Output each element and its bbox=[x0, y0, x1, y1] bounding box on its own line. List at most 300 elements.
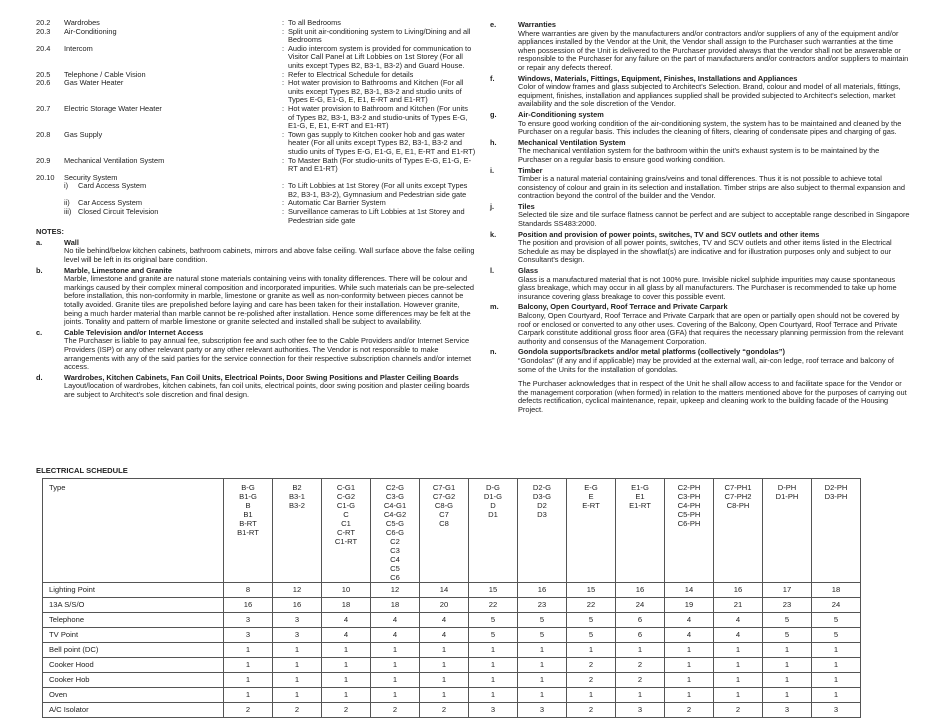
note-text: The mechanical ventilation system for the bathroom within the unit's exhaust system is to be maintained by the Purchaser on a regular basis to ensure good working condition. bbox=[518, 146, 880, 164]
row-label: Oven bbox=[43, 688, 224, 703]
table-row bbox=[43, 703, 861, 718]
note-title: Mechanical Ventilation System bbox=[518, 137, 626, 147]
table-cell: 10 bbox=[322, 583, 371, 598]
unit-type-code: B3-2 bbox=[288, 501, 306, 510]
unit-type-code: C3 bbox=[390, 546, 400, 555]
table-cell: 24 bbox=[812, 598, 861, 613]
table-cell: 2 bbox=[616, 658, 665, 673]
row-label: 13A S/S/O bbox=[43, 598, 224, 613]
unit-type-header bbox=[763, 479, 812, 583]
table-cell: 1 bbox=[763, 658, 812, 673]
unit-type-code: D-PH bbox=[777, 483, 797, 492]
unit-type-code: C8 bbox=[439, 519, 449, 528]
unit-type-code: C5-PH bbox=[677, 510, 701, 519]
schedule-name: Electric Storage Water Heater bbox=[64, 103, 162, 113]
schedule-number: 20.5 bbox=[36, 69, 51, 79]
table-cell: 2 bbox=[567, 658, 616, 673]
note-body bbox=[518, 203, 910, 229]
table-cell: 2 bbox=[567, 703, 616, 718]
note-letter: k. bbox=[490, 229, 497, 239]
row-label: A/C Isolator bbox=[43, 703, 224, 718]
table-cell: 5 bbox=[469, 613, 518, 628]
unit-type-code: D2 bbox=[537, 501, 547, 510]
security-item bbox=[36, 182, 476, 199]
table-cell: 4 bbox=[322, 628, 371, 643]
table-cell: 2 bbox=[224, 703, 273, 718]
separator: : bbox=[282, 69, 285, 79]
unit-type-code: B1 bbox=[243, 510, 253, 519]
security-item-index: ii) bbox=[64, 198, 70, 208]
schedule-description: To all Bedrooms bbox=[288, 18, 341, 27]
note-text: No tile behind/below kitchen cabinets, bathroom cabinets, mirrors and above false ceiling. Wall surface above the false ceiling level will be left in its original bare condition. bbox=[64, 246, 475, 265]
unit-type-code: E-G bbox=[584, 483, 598, 492]
table-row bbox=[43, 583, 861, 598]
unit-type-code: D1-G bbox=[483, 492, 503, 501]
table-cell: 2 bbox=[371, 703, 420, 718]
unit-type-code: E1 bbox=[635, 492, 645, 501]
unit-type-code: C3-G bbox=[385, 492, 405, 501]
table-cell: 17 bbox=[763, 583, 812, 598]
table-row bbox=[43, 628, 861, 643]
note-body bbox=[518, 267, 910, 301]
note-item bbox=[36, 267, 476, 327]
row-label: Lighting Point bbox=[43, 583, 224, 598]
table-cell: 4 bbox=[420, 628, 469, 643]
table-cell: 3 bbox=[224, 628, 273, 643]
note-title: Gondola supports/brackets and/or metal platforms (collectively “gondolas”) bbox=[518, 347, 785, 357]
table-cell: 3 bbox=[469, 703, 518, 718]
note-letter: g. bbox=[490, 109, 497, 119]
table-cell: 16 bbox=[714, 583, 763, 598]
note-item bbox=[490, 21, 910, 73]
note-text: Timber is a natural material containing grains/veins and tonal differences. Thus it is not possible to achieve total consistency of colour and grain in its selection and installation. Timber strips are also subject to thermal expansion and contraction beyond the control of the builder and the Vendor. bbox=[518, 174, 905, 201]
separator: : bbox=[282, 43, 285, 53]
schedule-row bbox=[36, 79, 476, 105]
table-cell: 1 bbox=[812, 643, 861, 658]
schedule-name: Intercom bbox=[64, 43, 93, 53]
table-cell: 16 bbox=[224, 598, 273, 613]
note-letter: l. bbox=[490, 266, 495, 276]
table-cell: 1 bbox=[420, 688, 469, 703]
unit-type-code: E bbox=[588, 492, 594, 501]
table-cell: 23 bbox=[518, 598, 567, 613]
spacer bbox=[36, 208, 64, 225]
unit-type-code: C2 bbox=[390, 537, 400, 546]
unit-type-code: D3 bbox=[537, 510, 547, 519]
table-cell: 1 bbox=[812, 688, 861, 703]
unit-type-code: C7-PH2 bbox=[724, 492, 752, 501]
table-cell: 1 bbox=[224, 643, 273, 658]
separator: : bbox=[282, 207, 285, 217]
unit-type-code: C5 bbox=[390, 564, 400, 573]
table-cell: 1 bbox=[518, 658, 567, 673]
closing-paragraph: The Purchaser acknowledges that in respect of the Unit he shall allow access to and facilitate space for the Vendor or the management corporation (when formed) in relation to the matters mentioned above for the purposes of carrying out defects rectification, cyclical maintenance, repair, upkeep and cleaning work to the building facade of the Housing Project. bbox=[518, 379, 907, 414]
note-title: Cable Television and/or Internet Access bbox=[64, 327, 204, 337]
table-cell: 1 bbox=[518, 688, 567, 703]
table-cell: 2 bbox=[567, 673, 616, 688]
table-cell: 16 bbox=[273, 598, 322, 613]
unit-type-code: C1-RT bbox=[334, 537, 358, 546]
table-cell: 5 bbox=[518, 628, 567, 643]
table-cell: 1 bbox=[812, 658, 861, 673]
electrical-schedule-table bbox=[42, 478, 861, 718]
unit-type-code: C7-PH1 bbox=[724, 483, 752, 492]
schedule-number: 20.6 bbox=[36, 78, 51, 88]
note-letter: d. bbox=[36, 372, 43, 382]
table-cell: 4 bbox=[665, 613, 714, 628]
table-cell: 1 bbox=[469, 658, 518, 673]
schedule-description: Refer to Electrical Schedule for details bbox=[288, 69, 414, 79]
schedule-description: Town gas supply to Kitchen cooker hob and gas water heater (For all units except Types B2, B3-1, B3-2 and studio units of Types E-G, E1-G, E, E1, E-RT and E1-RT) bbox=[288, 129, 476, 156]
table-cell: 20 bbox=[420, 598, 469, 613]
note-item bbox=[490, 348, 910, 374]
left-column bbox=[36, 19, 476, 400]
unit-type-code: D2-PH bbox=[824, 483, 848, 492]
table-cell: 1 bbox=[763, 643, 812, 658]
unit-type-header bbox=[616, 479, 665, 583]
schedule-name: Telephone / Cable Vision bbox=[64, 69, 146, 79]
section-name: Security System bbox=[64, 172, 118, 182]
separator: : bbox=[282, 198, 285, 208]
schedule-number: 20.3 bbox=[36, 26, 51, 36]
schedule-name: Gas Supply bbox=[64, 129, 103, 139]
security-item-description: To Lift Lobbies at 1st Storey (For all units except Types B2, B3-1, B3-2), Gymnasium and Pedestrian side gate bbox=[288, 181, 468, 199]
table-cell: 1 bbox=[322, 673, 371, 688]
note-body bbox=[64, 239, 476, 265]
note-text: Glass is a manufactured material that is not 100% pure. Invisible nickel sulphide impurities may cause spontaneous glass breakage, which may occur in all glass by all manufacturers. The Purchaser is recommended to take up home insurance covering glass breakage to cover this possible event. bbox=[518, 274, 897, 301]
schedule-row bbox=[36, 105, 476, 131]
table-cell: 14 bbox=[420, 583, 469, 598]
table-cell: 1 bbox=[273, 673, 322, 688]
unit-type-code: C4-G1 bbox=[383, 501, 407, 510]
table-cell: 21 bbox=[714, 598, 763, 613]
unit-type-header bbox=[420, 479, 469, 583]
security-item-index: iii) bbox=[64, 207, 72, 217]
note-letter: n. bbox=[490, 347, 497, 357]
note-item bbox=[36, 329, 476, 372]
note-item bbox=[36, 374, 476, 400]
table-cell: 1 bbox=[616, 688, 665, 703]
table-cell: 1 bbox=[763, 673, 812, 688]
schedule-description: Hot water provision to Bathroom and Kitchen (For units of Types B2, B3-1, B3-2 and studio-units of Types E-G, E1-G, E, E1, E-RT and E1-RT) bbox=[288, 103, 468, 131]
note-body bbox=[518, 231, 910, 265]
note-title: Marble, Limestone and Granite bbox=[64, 265, 173, 275]
note-title: Wall bbox=[64, 237, 79, 247]
row-label: TV Point bbox=[43, 628, 224, 643]
note-title: Position and provision of power points, switches, TV and SCV outlets and other items bbox=[518, 229, 820, 239]
note-text: Color of window frames and glass subjected to Architect's Selection. Brand, colour and model of all materials, fittings, equipment, finishes, installation and appliances supplied shall be provided subjected to Architect's selection, market availability and the sole discretion of the Vendor. bbox=[518, 82, 901, 109]
table-cell: 1 bbox=[665, 688, 714, 703]
table-cell: 2 bbox=[665, 703, 714, 718]
table-cell: 1 bbox=[665, 658, 714, 673]
table-cell: 1 bbox=[224, 658, 273, 673]
note-letter: i. bbox=[490, 165, 495, 175]
unit-type-code: C-RT bbox=[337, 528, 355, 537]
unit-type-code: C1-G bbox=[336, 501, 356, 510]
schedule-name: Wardrobes bbox=[64, 18, 100, 27]
row-label: Cooker Hob bbox=[43, 673, 224, 688]
table-cell: 5 bbox=[567, 628, 616, 643]
table-cell: 5 bbox=[763, 628, 812, 643]
note-letter: a. bbox=[36, 237, 43, 247]
table-cell: 22 bbox=[567, 598, 616, 613]
note-body bbox=[518, 139, 910, 165]
unit-type-code: D2-G bbox=[532, 483, 552, 492]
section-number: 20.10 bbox=[36, 172, 55, 182]
schedule-name: Gas Water Heater bbox=[64, 78, 124, 88]
note-title: Windows, Materials, Fittings, Equipment, Finishes, Installations and Appliances bbox=[518, 73, 798, 83]
unit-type-code: B2 bbox=[292, 483, 302, 492]
note-letter: h. bbox=[490, 137, 497, 147]
separator: : bbox=[282, 78, 285, 88]
table-cell: 1 bbox=[518, 643, 567, 658]
unit-type-code: C6-PH bbox=[677, 519, 701, 528]
note-item bbox=[490, 139, 910, 165]
note-text: The Purchaser is liable to pay annual fee, subscription fee and such other fee to the Cable Providers and/or Internet Service Providers (ISP) or any other relevant party or any other relevant authorities. The Vendor is not responsible to make arrangements with any of the said parties for the service connection for their respective subscription channels and/or internet access. bbox=[64, 336, 472, 372]
spacer bbox=[36, 199, 64, 208]
security-item-description: Surveillance cameras to Lift Lobbies at 1st Storey and Pedestrian side gate bbox=[288, 207, 465, 225]
note-letter: j. bbox=[490, 201, 495, 211]
table-cell: 4 bbox=[714, 613, 763, 628]
note-body bbox=[518, 75, 910, 109]
note-title: Tiles bbox=[518, 201, 535, 211]
note-item bbox=[490, 75, 910, 109]
table-row bbox=[43, 673, 861, 688]
table-cell: 1 bbox=[273, 658, 322, 673]
table-cell: 1 bbox=[469, 643, 518, 658]
table-cell: 1 bbox=[420, 658, 469, 673]
table-cell: 3 bbox=[273, 628, 322, 643]
table-cell: 1 bbox=[714, 658, 763, 673]
row-label: Cooker Hood bbox=[43, 658, 224, 673]
schedule-row bbox=[36, 157, 476, 174]
note-title: Air-Conditioning system bbox=[518, 109, 604, 119]
table-cell: 3 bbox=[518, 703, 567, 718]
unit-type-code: C7-G1 bbox=[432, 483, 456, 492]
table-cell: 1 bbox=[224, 688, 273, 703]
note-body bbox=[518, 21, 910, 73]
table-cell: 16 bbox=[616, 583, 665, 598]
notes-left bbox=[36, 239, 476, 400]
note-text: Balcony, Open Courtyard, Roof Terrace and Private Carpark that are open or partially open should not be covered by roof or enclosed or converted to any other uses. Covering of the Balcony, Open Courtyard, Roof Terrace and Private Carpark constitute additional gross floor area (GFA) that requires the necessary planning permission from the relevant authority and consensus of the Management Corporation. bbox=[518, 311, 904, 346]
unit-type-code: B-RT bbox=[239, 519, 257, 528]
unit-type-code: B-G bbox=[241, 483, 255, 492]
table-cell: 1 bbox=[714, 643, 763, 658]
table-row bbox=[43, 688, 861, 703]
unit-type-code: C5-G bbox=[385, 519, 405, 528]
table-cell: 1 bbox=[469, 688, 518, 703]
table-cell: 1 bbox=[616, 643, 665, 658]
table-cell: 3 bbox=[763, 703, 812, 718]
right-column bbox=[490, 19, 910, 415]
table-cell: 5 bbox=[812, 628, 861, 643]
table-cell: 18 bbox=[371, 598, 420, 613]
table-cell: 1 bbox=[420, 673, 469, 688]
table-cell: 5 bbox=[469, 628, 518, 643]
unit-type-code: C4-PH bbox=[677, 501, 701, 510]
note-item bbox=[490, 303, 910, 346]
security-item-name: Car Access System bbox=[78, 198, 143, 208]
table-cell: 2 bbox=[420, 703, 469, 718]
table-cell: 3 bbox=[812, 703, 861, 718]
table-cell: 1 bbox=[763, 688, 812, 703]
unit-type-code: C4-G2 bbox=[383, 510, 407, 519]
schedule-description: To Master Bath (For studio-units of Types E-G, E1-G, E-RT and E1-RT) bbox=[288, 155, 472, 174]
unit-type-code: D3-G bbox=[532, 492, 552, 501]
table-cell: 1 bbox=[420, 643, 469, 658]
separator: : bbox=[282, 26, 285, 36]
table-cell: 22 bbox=[469, 598, 518, 613]
note-body bbox=[64, 329, 476, 372]
note-title: Wardrobes, Kitchen Cabinets, Fan Coil Units, Electrical Points, Door Swing Positions and Plaster Ceiling Boards bbox=[64, 372, 459, 382]
unit-type-code: C6-G bbox=[385, 528, 405, 537]
table-cell: 14 bbox=[665, 583, 714, 598]
table-cell: 1 bbox=[371, 643, 420, 658]
unit-type-code: D1-PH bbox=[775, 492, 799, 501]
note-body bbox=[64, 374, 476, 400]
note-title: Timber bbox=[518, 165, 543, 175]
table-cell: 5 bbox=[763, 613, 812, 628]
unit-type-code: B1-RT bbox=[237, 528, 259, 537]
separator: : bbox=[282, 103, 285, 113]
unit-type-code: D bbox=[490, 501, 496, 510]
schedule-number: 20.2 bbox=[36, 18, 51, 27]
note-text: Layout/location of wardrobes, kitchen cabinets, fan coil units, electrical points, door swing position and plaster ceiling boards are subject to Architect's sole discretion and final design. bbox=[64, 381, 470, 399]
table-cell: 1 bbox=[714, 673, 763, 688]
table-cell: 1 bbox=[371, 658, 420, 673]
table-row bbox=[43, 598, 861, 613]
note-item bbox=[490, 203, 910, 229]
table-cell: 1 bbox=[518, 673, 567, 688]
note-text: Where warranties are given by the manufacturers and/or contractors and/or suppliers of any of the equipment and/or appliances installed by the Vendor at the Unit, the Vendor shall assign to the Purchaser such warranties at the time when possession of the Unit is delivered to the Purchaser provided always that the vendor shall not be answerable or responsible to the Purchaser for any failure on the part of manufacturers and/or contractors and/or suppliers to maintain or repair any defects thereof. bbox=[518, 28, 909, 72]
table-cell: 5 bbox=[567, 613, 616, 628]
row-label: Telephone bbox=[43, 613, 224, 628]
table-cell: 4 bbox=[665, 628, 714, 643]
table-cell: 1 bbox=[567, 688, 616, 703]
unit-type-code: C1 bbox=[341, 519, 351, 528]
note-text: Selected tile size and tile surface flatness cannot be perfect and are subject to acceptable range described in Singapore Standards SS483:2000. bbox=[518, 210, 910, 229]
schedule-number: 20.8 bbox=[36, 129, 51, 139]
schedule-number: 20.7 bbox=[36, 103, 51, 113]
table-row bbox=[43, 643, 861, 658]
table-cell: 4 bbox=[322, 613, 371, 628]
table-cell: 3 bbox=[616, 703, 665, 718]
note-title: Glass bbox=[518, 266, 539, 276]
electrical-schedule-heading: ELECTRICAL SCHEDULE bbox=[36, 466, 128, 475]
table-cell: 1 bbox=[224, 673, 273, 688]
table-cell: 2 bbox=[714, 703, 763, 718]
table-cell: 1 bbox=[273, 688, 322, 703]
note-body bbox=[518, 303, 910, 346]
table-cell: 15 bbox=[469, 583, 518, 598]
note-item bbox=[490, 231, 910, 265]
schedule-name: Mechanical Ventilation System bbox=[64, 155, 165, 165]
note-body bbox=[64, 267, 476, 327]
table-cell: 15 bbox=[567, 583, 616, 598]
table-cell: 2 bbox=[616, 673, 665, 688]
unit-type-header bbox=[322, 479, 371, 583]
table-cell: 1 bbox=[322, 688, 371, 703]
unit-type-code: C2-PH bbox=[677, 483, 701, 492]
note-item bbox=[490, 111, 910, 137]
schedule-row bbox=[36, 131, 476, 157]
schedule-description: Hot water provision to Bathrooms and Kitchen (For all units except Types B2, B3-1, B3-2 and studio units of Types E-G, E1-G, E, E1, E-RT and E1-RT) bbox=[288, 78, 464, 105]
unit-type-header bbox=[224, 479, 273, 583]
security-item-description: Automatic Car Barrier System bbox=[288, 198, 386, 208]
unit-type-code: E-RT bbox=[582, 501, 600, 510]
table-cell: 4 bbox=[420, 613, 469, 628]
note-letter: c. bbox=[36, 327, 43, 337]
unit-type-header bbox=[567, 479, 616, 583]
unit-type-code: B bbox=[245, 501, 251, 510]
separator: : bbox=[282, 181, 285, 191]
unit-type-code: C bbox=[343, 510, 349, 519]
table-cell: 1 bbox=[371, 673, 420, 688]
security-item-index: i) bbox=[64, 181, 69, 191]
schedule-description: Split unit air-conditioning system to Living/Dining and all Bedrooms bbox=[288, 26, 471, 45]
table-cell: 1 bbox=[714, 688, 763, 703]
schedule-number: 20.4 bbox=[36, 43, 51, 53]
unit-type-header bbox=[518, 479, 567, 583]
table-cell: 2 bbox=[273, 703, 322, 718]
note-letter: m. bbox=[490, 302, 499, 312]
note-text: The position and provision of all power points, switches, TV and SCV outlets and other items listed in the Electrical Schedule as may be displayed in the showflat(s) are indicative and for illustration purposes only and subject to our Consultant's design. bbox=[518, 238, 892, 265]
unit-type-code: C2-G bbox=[385, 483, 405, 492]
table-cell: 23 bbox=[763, 598, 812, 613]
unit-type-header bbox=[273, 479, 322, 583]
note-letter: b. bbox=[36, 265, 43, 275]
unit-type-code: C7-G2 bbox=[432, 492, 456, 501]
unit-type-code: D-G bbox=[486, 483, 500, 492]
unit-type-code: D1 bbox=[488, 510, 498, 519]
unit-type-code: E1-RT bbox=[629, 501, 651, 510]
table-cell: 8 bbox=[224, 583, 273, 598]
table-cell: 1 bbox=[812, 673, 861, 688]
note-item bbox=[490, 167, 910, 201]
security-item bbox=[36, 208, 476, 225]
schedule-description: Audio intercom system is provided for communication to Visitor Call Panel at Lift Lobbies on 1st Storey (For all units except Types B2, B3-1, B3-2) and Guard House. bbox=[288, 43, 472, 70]
row-label: Bell point (DC) bbox=[43, 643, 224, 658]
notes-right bbox=[490, 21, 910, 374]
note-item bbox=[490, 267, 910, 301]
unit-type-code: C8-G bbox=[434, 501, 454, 510]
note-title: Warranties bbox=[518, 20, 556, 29]
security-system-section bbox=[36, 174, 476, 226]
note-title: Balcony, Open Courtyard, Roof Terrace and Private Carpark bbox=[518, 302, 728, 312]
table-cell: 1 bbox=[665, 673, 714, 688]
unit-type-code: C6 bbox=[390, 573, 400, 582]
unit-type-code: C8-PH bbox=[726, 501, 750, 510]
table-cell: 1 bbox=[567, 643, 616, 658]
unit-type-header bbox=[469, 479, 518, 583]
unit-type-header bbox=[665, 479, 714, 583]
type-header: Type bbox=[43, 479, 224, 583]
table-cell: 5 bbox=[812, 613, 861, 628]
security-item-name: Card Access System bbox=[78, 181, 147, 191]
schedule-number: 20.9 bbox=[36, 155, 51, 165]
table-cell: 1 bbox=[322, 658, 371, 673]
separator: : bbox=[282, 129, 285, 139]
separator: : bbox=[282, 155, 285, 165]
note-text: Marble, limestone and granite are natural stone materials containing veins with tonality differences. There will be colour and markings caused by their complex mineral composition and incorporated impurities. While such materials can be pre-selected before installation, this non-conformity in marble, limestone or granite as well as non-conformity between pieces cannot be totally avoided. Granite tiles are prepolished before laying and care has been taken for their installation. However granite, being a much harder material than marble cannot be re-polished after installation. Hence some differences may be felt at the joints. Tonality and pattern of marble limestone or granite selected and installed shall be subject to availability. bbox=[64, 274, 474, 327]
unit-type-code: C-G2 bbox=[336, 492, 356, 501]
security-item-label bbox=[64, 208, 282, 225]
unit-type-code: E1-G bbox=[631, 483, 649, 492]
note-body bbox=[518, 348, 910, 374]
table-cell: 12 bbox=[371, 583, 420, 598]
note-letter: e. bbox=[490, 20, 497, 29]
schedule-row bbox=[36, 45, 476, 71]
